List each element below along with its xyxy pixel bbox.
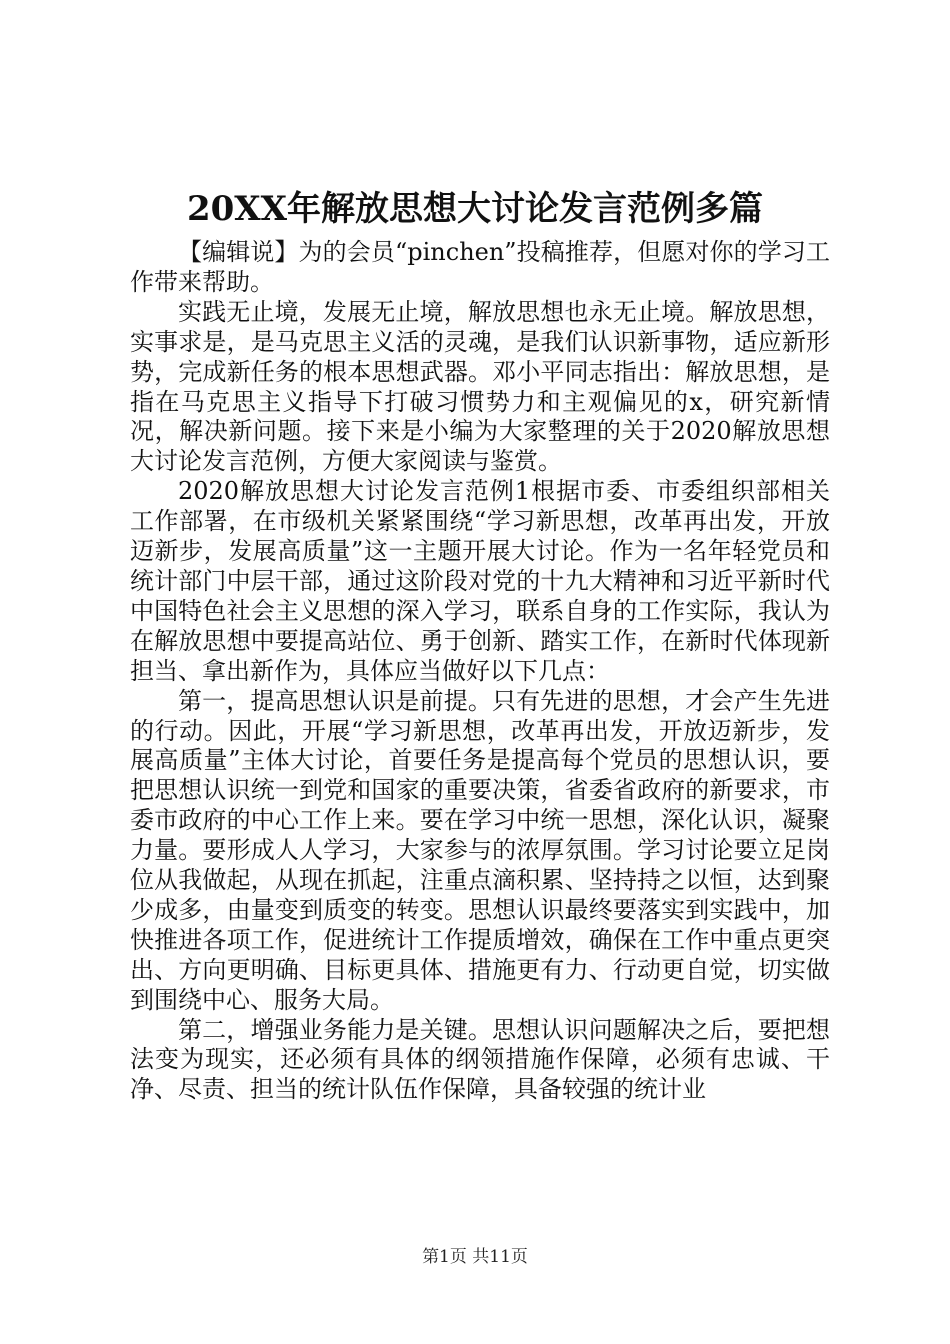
document-title: 20XX年解放思想大讨论发言范例多篇 [186, 189, 764, 229]
document-body [130, 238, 830, 1105]
paragraph-intro: 实践无止境，发展无止境，解放思想也永无止境。解放思想，实事求是，是马克思主义活的灵魂，是我们认识新事物，适应新形势，完成新任务的根本思想武器。邓小平同志指出：解放思想，是指在马克思主义指导下打破习惯势力和主观偏见的x，研究新情况，解决新问题。接下来是小编为大家整理的关于2020解放思想大讨论发言范例，方便大家阅读与鉴赏。 [130, 297, 830, 476]
paragraph-example-1: 2020解放思想大讨论发言范例1根据市委、市委组织部相关工作部署，在市级机关紧紧围绕“学习新思想，改革再出发，开放迈新步，发展高质量”这一主题开展大讨论。作为一名年轻党员和统计部门中层干部，通过这阶段对党的十九大精神和习近平新时代中国特色社会主义思想的深入学习，联系自身的工作实际，我认为在解放思想中要提高站位、勇于创新、踏实工作，在新时代体现新担当、拿出新作为，具体应当做好以下几点： [130, 477, 830, 685]
paragraph-point-2: 第二，增强业务能力是关键。思想认识问题解决之后，要把想法变为现实，还必须有具体的纲领措施作保障，必须有忠诚、干净、尽责、担当的统计队伍作保障，具备较强的统计业 [130, 1015, 830, 1104]
page-number-footer: 第1页 共11页 [422, 1247, 528, 1267]
paragraph-point-1: 第一，提高思想认识是前提。只有先进的思想，才会产生先进的行动。因此，开展“学习新思想，改革再出发，开放迈新步，发展高质量”主体大讨论，首要任务是提高每个党员的思想认识，要把思想认识统一到党和国家的重要决策，省委省政府的新要求，市委市政府的中心工作上来。要在学习中统一思想，深化认识，凝聚力量。要形成人人学习，大家参与的浓厚氛围。学习讨论要立足岗位从我做起，从现在抓起，注重点滴积累、坚持持之以恒，达到聚少成多，由量变到质变的转变。思想认识最终要落实到实践中，加快推进各项工作，促进统计工作提质增效，确保在工作中重点更突出、方向更明确、目标更具体、措施更有力、行动更自觉，切实做到围绕中心、服务大局。 [130, 686, 830, 1014]
paragraph-editor-note: 【编辑说】为的会员“pinchen”投稿推荐，但愿对你的学习工作带来帮助。 [130, 238, 830, 296]
